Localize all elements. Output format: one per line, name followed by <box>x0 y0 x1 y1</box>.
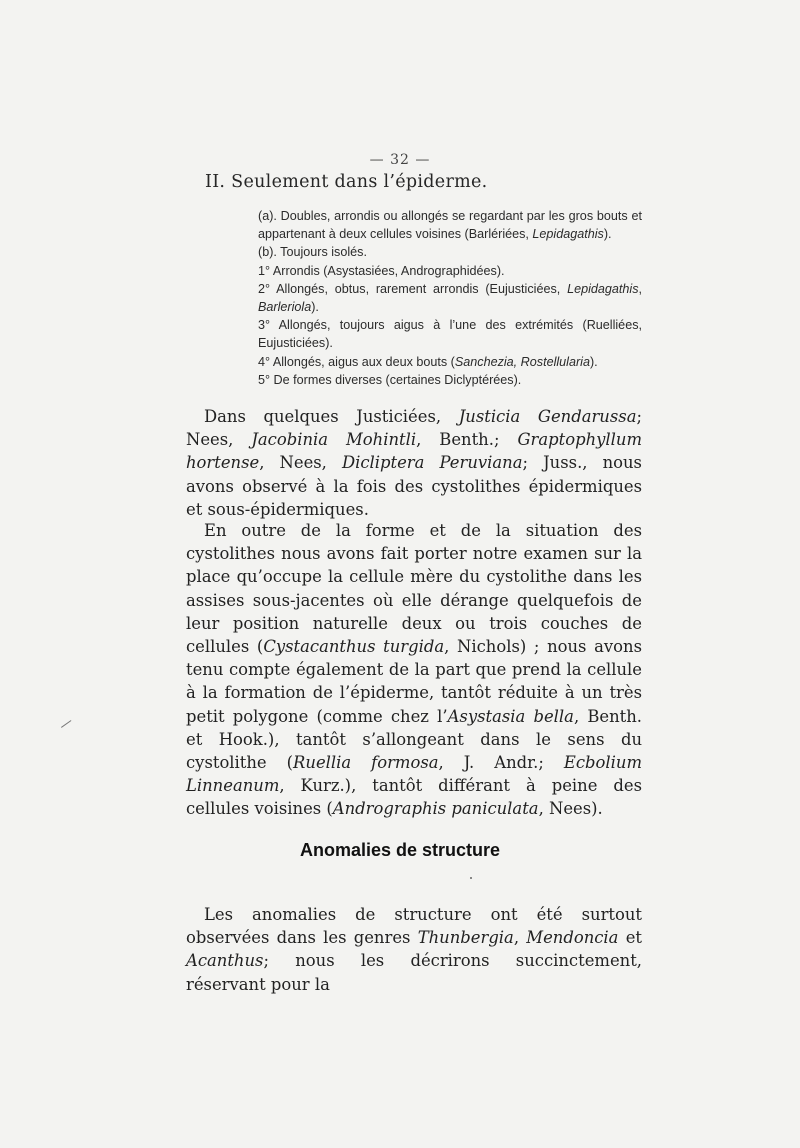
ink-speck <box>470 877 472 879</box>
list-item-2: 2° Allongés, obtus, rarement arrondis (Eujusticiées, Lepidagathis, Barleriola). <box>258 281 642 315</box>
section-heading: II. Seulement dans l’épiderme. <box>205 172 488 192</box>
anomalies-heading: Anomalies de structure <box>299 840 501 860</box>
margin-pencil-mark <box>61 720 77 735</box>
list-item-3: 3° Allongés, toujours aigus à l’une des extrémités (Ruelliées, Eujusticiées). <box>258 318 642 351</box>
list-item-b: (b). Toujours isolés. <box>258 245 367 260</box>
page-number: — 32 — <box>369 152 431 168</box>
classification-list <box>258 207 642 389</box>
list-item-1: 1° Arrondis (Asystasiées, Andrographidées). <box>258 263 505 278</box>
list-item-4: 4° Allongés, aigus aux deux bouts (Sanchezia, Rostellularia). <box>258 354 598 369</box>
paragraph-anomalies: Les anomalies de structure ont été surtout observées dans les genres Thunbergia, Mendoncia et Acanthus; nous les décrirons succinctement, réservant pour la <box>186 905 642 994</box>
list-item-a: (a). Doubles, arrondis ou allongés se regardant par les gros bouts et appartenant à deux cellules voisines (Barlériées, Lepidagathis). <box>258 209 642 242</box>
paragraph-cellule-mere: En outre de la forme et de la situation des cystolithes nous avons fait porter notre examen sur la place qu’occupe la cellule mère du cystolithe dans les assises sous-jacentes où elle dérange quelquefois de leur position naturelle deux ou trois couches de cellules (Cystacanthus turgida, Nichols) ; nous avons tenu compte également de la part que prend la cellule à la formation de l’épiderme, tantôt réduite à un très petit polygone (comme chez l’Asystasia bella, Benth. et Hook.), tantôt s’allongeant dans le sens du cystolithe (Ruellia formosa, J. Andr.; Ecbolium Linneanum, Kurz.), tantôt différant à peine des cellules voisines (Andrographis paniculata, Nees). <box>186 521 642 819</box>
list-item-5: 5° De formes diverses (certaines Diclyptérées). <box>258 372 522 387</box>
paragraph-justiciees: Dans quelques Justiciées, Justicia Gendarussa; Nees, Jacobinia Mohintli, Benth.; Graptophyllum hortense, Nees, Dicliptera Peruviana; Juss., nous avons observé à la fois des cystolithes épidermiques et sous-épidermiques. <box>186 407 643 519</box>
